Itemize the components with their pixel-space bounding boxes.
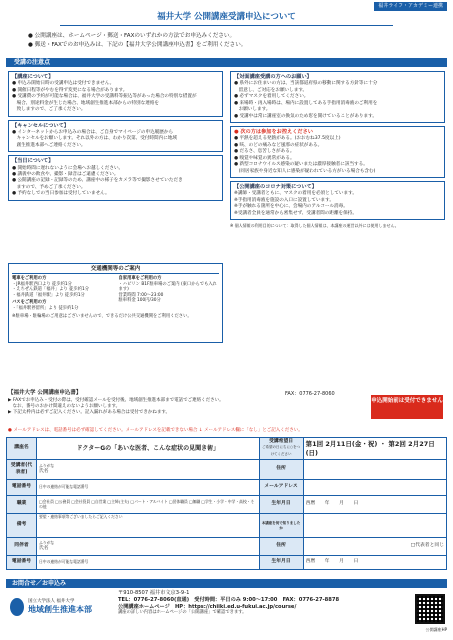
note-line: ● 予約なしでの当日参加は受付していません。 — [12, 191, 110, 197]
name-field[interactable] — [37, 460, 260, 480]
note-line: ● だるさ、息苦しさがある。 — [234, 149, 295, 155]
source-label: 本講座を何で知りましたか — [259, 514, 303, 538]
note-line: 場合、別途料金が生じた場合、地域創生推進本部からの特別な連絡を — [12, 100, 160, 106]
apply-note-line: なお、番号のおかけ間違えのないようお願いします。 — [8, 403, 121, 409]
address-field[interactable] — [303, 460, 446, 480]
course-notes-box — [8, 71, 223, 117]
bus-heading: バスをご利用の方 — [12, 300, 47, 306]
website-note: 講座の詳しい内容はホームページの「公開講座」で確認できます。 — [118, 610, 247, 616]
note-line: ※手が触れる箇所を中心に、会場内のアルコール消毒。 — [234, 204, 348, 210]
qr-code — [415, 594, 445, 624]
intro-line: ● 郵送・FAXでのお申込みは、下記の【福井大学公開講座申込書】をご利用ください。 — [28, 42, 247, 49]
box-title: 【キャンセルについて】 — [12, 122, 69, 129]
job-label: 職業 — [7, 496, 37, 514]
note-line: 致しますので、ご了承ください。 — [12, 107, 86, 113]
train-heading: 電車をご利用の方 — [12, 276, 47, 282]
note-line: ● 講義中の飲食や、撮影・録音はご遠慮ください。 — [12, 171, 119, 177]
contact-header: お問合せ／お申込み — [6, 579, 447, 588]
remarks-field[interactable]: 要望・連絡事項等ございましたらご記入ください — [37, 514, 260, 538]
note-line: キャンセルをお願いします。それ以外の方は、わかり次第、受付時間内に地域 — [12, 136, 178, 142]
companion-tel-field[interactable]: 日中の連絡が可能な電話番号 — [37, 556, 260, 570]
tel-label: 電話番号 — [7, 480, 37, 496]
note-line: (同居家族や身近な知人に感染が疑われている方がいる場合も含む) — [234, 168, 376, 174]
train-line: ・えちぜん鉄道「福井」より 徒歩約1分 — [12, 287, 90, 293]
note-line: ● 受講費の予約が可能な場合は、福井大学の受講料等振込等があった場合の特別な措置が — [12, 94, 197, 100]
note-line: ● 申込み開始日時の受講申込は受付できません。 — [12, 81, 115, 87]
intro-notes — [28, 33, 433, 52]
university-logo — [10, 598, 92, 616]
website-link[interactable]: 公開講座ホームページ HP：https://chiiki.ed.u-fukui.ac.jp/course/ — [118, 603, 297, 610]
university-name: 国立大学法人 福井大学 — [28, 598, 75, 604]
apply-notes — [8, 398, 358, 416]
course-label: 講座名 — [7, 438, 37, 460]
privacy-note: ※ 個人情報の利用目的について：取得した個人情報は、本講座の運営以外には使用しません。 — [230, 223, 399, 229]
apply-note-line: ▶ FAXでお申込み・受付の際は、受付確認メールを受付後、地域創生推進本部まで電話でご連絡ください。 — [8, 398, 224, 403]
pre-open-badge: 申込開始前は受付できません — [371, 395, 443, 419]
note-line: 創生推進本部へご連絡ください。 — [12, 142, 86, 148]
car-line: ・ハピリン B1F駐車場のご案内 (東口からでも入れます) — [118, 281, 217, 293]
note-line: ますので、予めご了承ください。 — [12, 184, 86, 190]
same-as-rep-checkbox[interactable]: □代表者と同じ — [303, 538, 446, 556]
name-placeholder: 氏名 — [39, 468, 49, 474]
note-line: ● 咳、のどの痛みなど風邪の症状がある。 — [234, 142, 323, 148]
note-line: ● 新型コロナウイルス感染の疑いまたは濃厚接触者に該当する。 — [234, 162, 368, 168]
box-title: 【講座について】 — [12, 74, 54, 80]
companion-address-label: 住所 — [259, 538, 303, 556]
remarks-label: 備考 — [7, 514, 37, 538]
qr-label: 公開講座HP — [425, 627, 447, 632]
name-placeholder: 氏名 — [39, 545, 49, 551]
transit-title: 交通機関等のご案内 — [12, 266, 219, 274]
note-line: ● 受講中は常に講座室の換気のため窓を開けていることがあります。 — [234, 113, 377, 119]
note-line: ● 平熱を超える発熱がある。(おおむね37.5度以上) — [234, 136, 341, 142]
birth-field[interactable]: 西暦 年 月 日 — [303, 496, 446, 514]
contact-info — [118, 590, 408, 616]
email-warning: ● メールアドレスは、電話番号は必ず確認してください。メールアドレスを記載できない場合 ↓ メールアドレス欄に「なし」とご記入ください。 — [8, 428, 303, 433]
box-title: 【当日について】 — [12, 158, 54, 165]
day-notes-box — [8, 155, 223, 201]
note-line: ● 県外にお住まいの方は、当該都道府県の移動に関する方針等に十分 — [234, 81, 378, 87]
notes-left-column — [8, 71, 223, 204]
email-field[interactable] — [303, 480, 446, 496]
email-label: メールアドレス — [259, 480, 303, 496]
note-line: ● 公開講座の記録・記録等のため、講座中の様子をカメラ等で撮影させていただき — [12, 178, 183, 184]
note-line: 留意し、ご対応をお願いします。 — [234, 87, 308, 93]
in-person-box — [230, 71, 445, 123]
note-line: ● 来場時・再入場時は、場内に設置してある手指用消毒液のご利用を — [234, 100, 378, 106]
date-label: 受講希望日 ご希望の日にちに○をつけてください — [259, 438, 303, 460]
date-options[interactable]: 第1回 2月11日(金・祝) ・ 第2回 2月27日(日) — [303, 438, 446, 460]
companion-label: 同伴者 — [7, 538, 37, 556]
birth-label: 生年月日 — [259, 496, 303, 514]
note-line: ● 開始時間に遅れないように会場へお越しください。 — [12, 165, 124, 171]
furigana-label: ふりがな — [39, 539, 55, 545]
cancel-notes-box — [8, 120, 223, 153]
transit-note: ※駐車場・駐輪場のご用意はございませんので、できるだけ公共交通機関をご利用ください。 — [12, 313, 192, 319]
train-line: ・JR福井駅西口より 徒歩約1分 — [12, 281, 72, 287]
companion-birth-field[interactable]: 西暦 年 月 日 — [303, 556, 446, 570]
job-options[interactable]: □会社員 □公務員 □会社役員 □自営業 □主婦(主夫) □パート・アルバイト □団体職員 □無職 □学生・小学・中学・高校・その他 — [37, 496, 260, 514]
car-line: 営業時間 7:00〜23:00 — [118, 292, 164, 298]
fax-number: FAX：0776-27-8060 — [285, 391, 335, 397]
address-label: 住所 — [259, 460, 303, 480]
box-title: 【対面講座受講の方へのお願い】 — [234, 74, 312, 80]
notes-right-column — [230, 71, 445, 228]
covid-box — [230, 181, 445, 220]
tel-info: TEL：0776-27-8060(直通) 受付時間：平日のみ 9:00〜17:00 FAX：0776-27-8878 — [118, 596, 340, 603]
box-title: 【公開講座のコロナ対策について】 — [234, 184, 317, 191]
furigana-label: ふりがな — [39, 462, 55, 468]
apply-heading: 【福井大学 公開講座申込書】 — [8, 390, 82, 396]
box-title: ● 次の方は参加をお控えください — [234, 129, 313, 136]
train-line: ・福井鉄道「福井駅」より 徒歩約1分 — [12, 292, 85, 298]
note-line: ※手指用消毒液を施設の入口に設置しています。 — [234, 197, 334, 203]
address: 〒910-8507 福井市文京3-9-1 — [118, 590, 190, 596]
program-tag: 福井ライフ・アカデミー連携 — [374, 2, 447, 11]
apply-note-line: ▶ 下記太枠内は必ずご記入ください。記入漏れがある場合は受付できかねます。 — [8, 409, 171, 415]
department-name: 地域創生推進本部 — [28, 604, 92, 614]
companion-tel-label: 電話番号 — [7, 556, 37, 570]
name-label: 受講者(代表者) — [7, 460, 37, 480]
note-line: ● 開催日程等がやむを得ず変更になる場合があります。 — [12, 87, 128, 93]
note-line: ※講師・受講者ともに、マスクの着用を必須としています。 — [234, 191, 357, 197]
note-line: ※受講者全員を通常から密集せず、受講者間の距離を保持。 — [234, 210, 357, 216]
date-note: ご希望の日にちに○をつけてください — [262, 445, 301, 456]
course-name: ドクターGの「あいな医者、こんな症状の見聞き術」 — [37, 438, 260, 460]
tel-field[interactable]: 日中の連絡が可能な電話番号 — [37, 480, 260, 496]
university-emblem-icon — [10, 598, 24, 616]
note-line: ● 嗅覚や味覚の異常がある。 — [234, 155, 295, 161]
page-title: 福井大学 公開講座受講申込について — [60, 12, 393, 26]
application-form — [6, 437, 447, 570]
source-field[interactable] — [303, 514, 446, 538]
bus-line: ・「福井駅停留所」より 徒歩約1分 — [12, 306, 79, 312]
companion-name-field[interactable] — [37, 538, 260, 556]
refrain-box — [230, 126, 445, 178]
note-line: ● インターネットからお申込みの場合は、ご自身でマイページの申込履歴から — [12, 129, 174, 135]
notes-header: 受講の注意点 — [6, 58, 447, 67]
intro-line: ● 公開講座は、ホームページ・郵送・FAXのいずれかの方法でお申込みください。 — [28, 33, 236, 39]
note-line: ● 必ずマスクを着用してください。 — [234, 94, 309, 100]
transit-box — [8, 263, 223, 343]
car-line: 駐車料金 100円/30分 — [118, 298, 161, 304]
note-line: お願いします。 — [234, 107, 271, 113]
companion-birth-label: 生年月日 — [259, 556, 303, 570]
car-heading: 自家用車をご利用の方 — [118, 276, 162, 282]
